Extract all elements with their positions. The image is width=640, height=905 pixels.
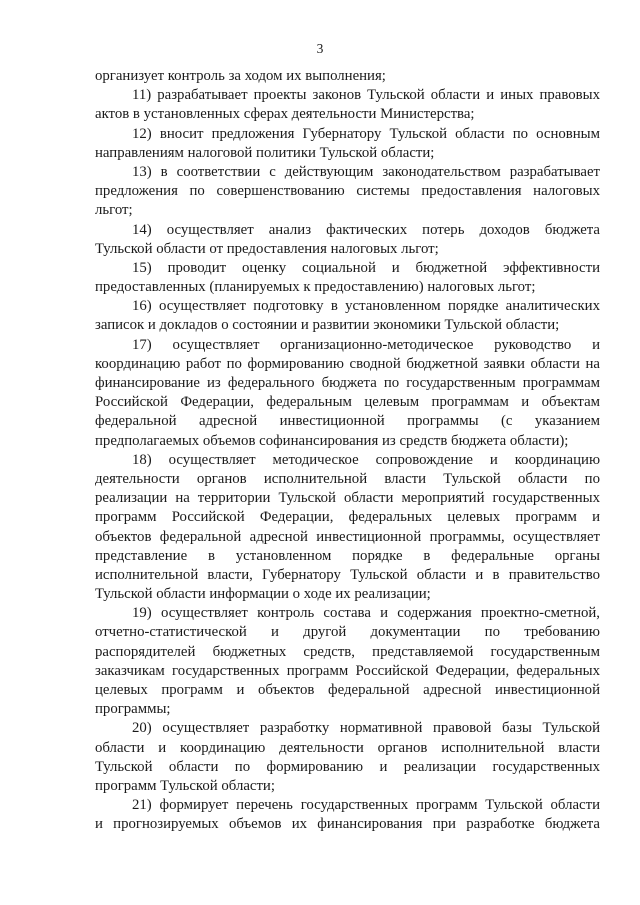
text-line: заказчикам государственных программ Российской Федерации, федеральных [95,662,600,679]
text-line: 17) осуществляет организационно-методическое руководство и [132,336,600,353]
text-line: программ Тульской области; [95,777,275,794]
text-line: записок и докладов о состоянии и развитии экономики Тульской области; [95,317,560,334]
text-line: целевых программ и объектов федеральной адресной инвестиционной [95,682,600,698]
text-line: программы; [95,701,171,718]
text-line: 16) осуществляет подготовку в установленном порядке аналитических [132,298,600,315]
text-line: актов в установленных сферах деятельности Министерства; [95,106,475,123]
text-line: 13) в соответствии с действующим законодательством разрабатывает [132,163,600,180]
text-line: 14) осуществляет анализ фактических потерь доходов бюджета [132,221,600,238]
text-line: представление в установленном порядке в федеральные органы [95,547,600,564]
document-body [95,67,600,835]
text-line: распорядителей бюджетных средств, представляемой государственным [95,643,600,660]
text-line: предоставленных (планируемых к предоставлению) налоговых льгот; [95,279,536,296]
text-line: реализации на территории Тульской области мероприятий государственных [95,490,600,507]
text-line: исполнительной власти, Губернатору Тульской области и в правительство [95,566,600,583]
text-line: направлениям налоговой политики Тульской области; [95,144,435,161]
text-line: 20) осуществляет разработку нормативной правовой базы Тульской [132,720,600,737]
text-line: 19) осуществляет контроль состава и содержания проектно-сметной, [132,605,600,622]
text-line: Тульской области по формированию и реализации государственных [95,758,600,775]
text-line: деятельности органов исполнительной власти Тульской области по [95,470,600,487]
text-line: предложения по совершенствованию системы предоставления налоговых [95,183,600,200]
text-line: 21) формирует перечень государственных программ Тульской области [132,797,600,814]
text-line: 12) вносит предложения Губернатору Тульской области по основным [132,125,600,142]
text-line: 18) осуществляет методическое сопровождение и координацию [132,451,600,468]
text-line: программ Российской Федерации, федеральных целевых программ и [95,509,600,526]
text-line: федеральной адресной инвестиционной программы (с указанием [95,413,600,430]
text-line: финансирование из федерального бюджета по государственным программам [95,375,600,391]
text-line: 15) проводит оценку социальной и бюджетной эффективности [132,259,600,276]
text-line: объектов федеральной адресной инвестиционной программы, осуществляет [95,528,600,545]
text-line: Российской Федерации, федеральным целевым программам и объектам [95,394,600,411]
text-line: области и координацию деятельности органов исполнительной власти [95,739,600,756]
text-line: Тульской области информации о ходе их реализации; [95,586,431,603]
text-line: координацию работ по формированию сводной бюджетной заявки области на [95,355,600,372]
text-line: организует контроль за ходом их выполнения; [95,68,386,84]
text-line: отчетно-статистической и другой документации по требованию [95,624,600,641]
text-line: и прогнозируемых объемов их финансирования при разработке бюджета [95,816,600,833]
text-line: 11) разрабатывает проекты законов Тульской области и иных правовых [132,87,600,104]
text-line: предполагаемых объемов софинансирования из средств бюджета области); [95,432,569,449]
text-line: льгот; [95,202,133,219]
text-line: Тульской области от предоставления налоговых льгот; [95,240,439,257]
page-number: 3 [316,41,324,56]
